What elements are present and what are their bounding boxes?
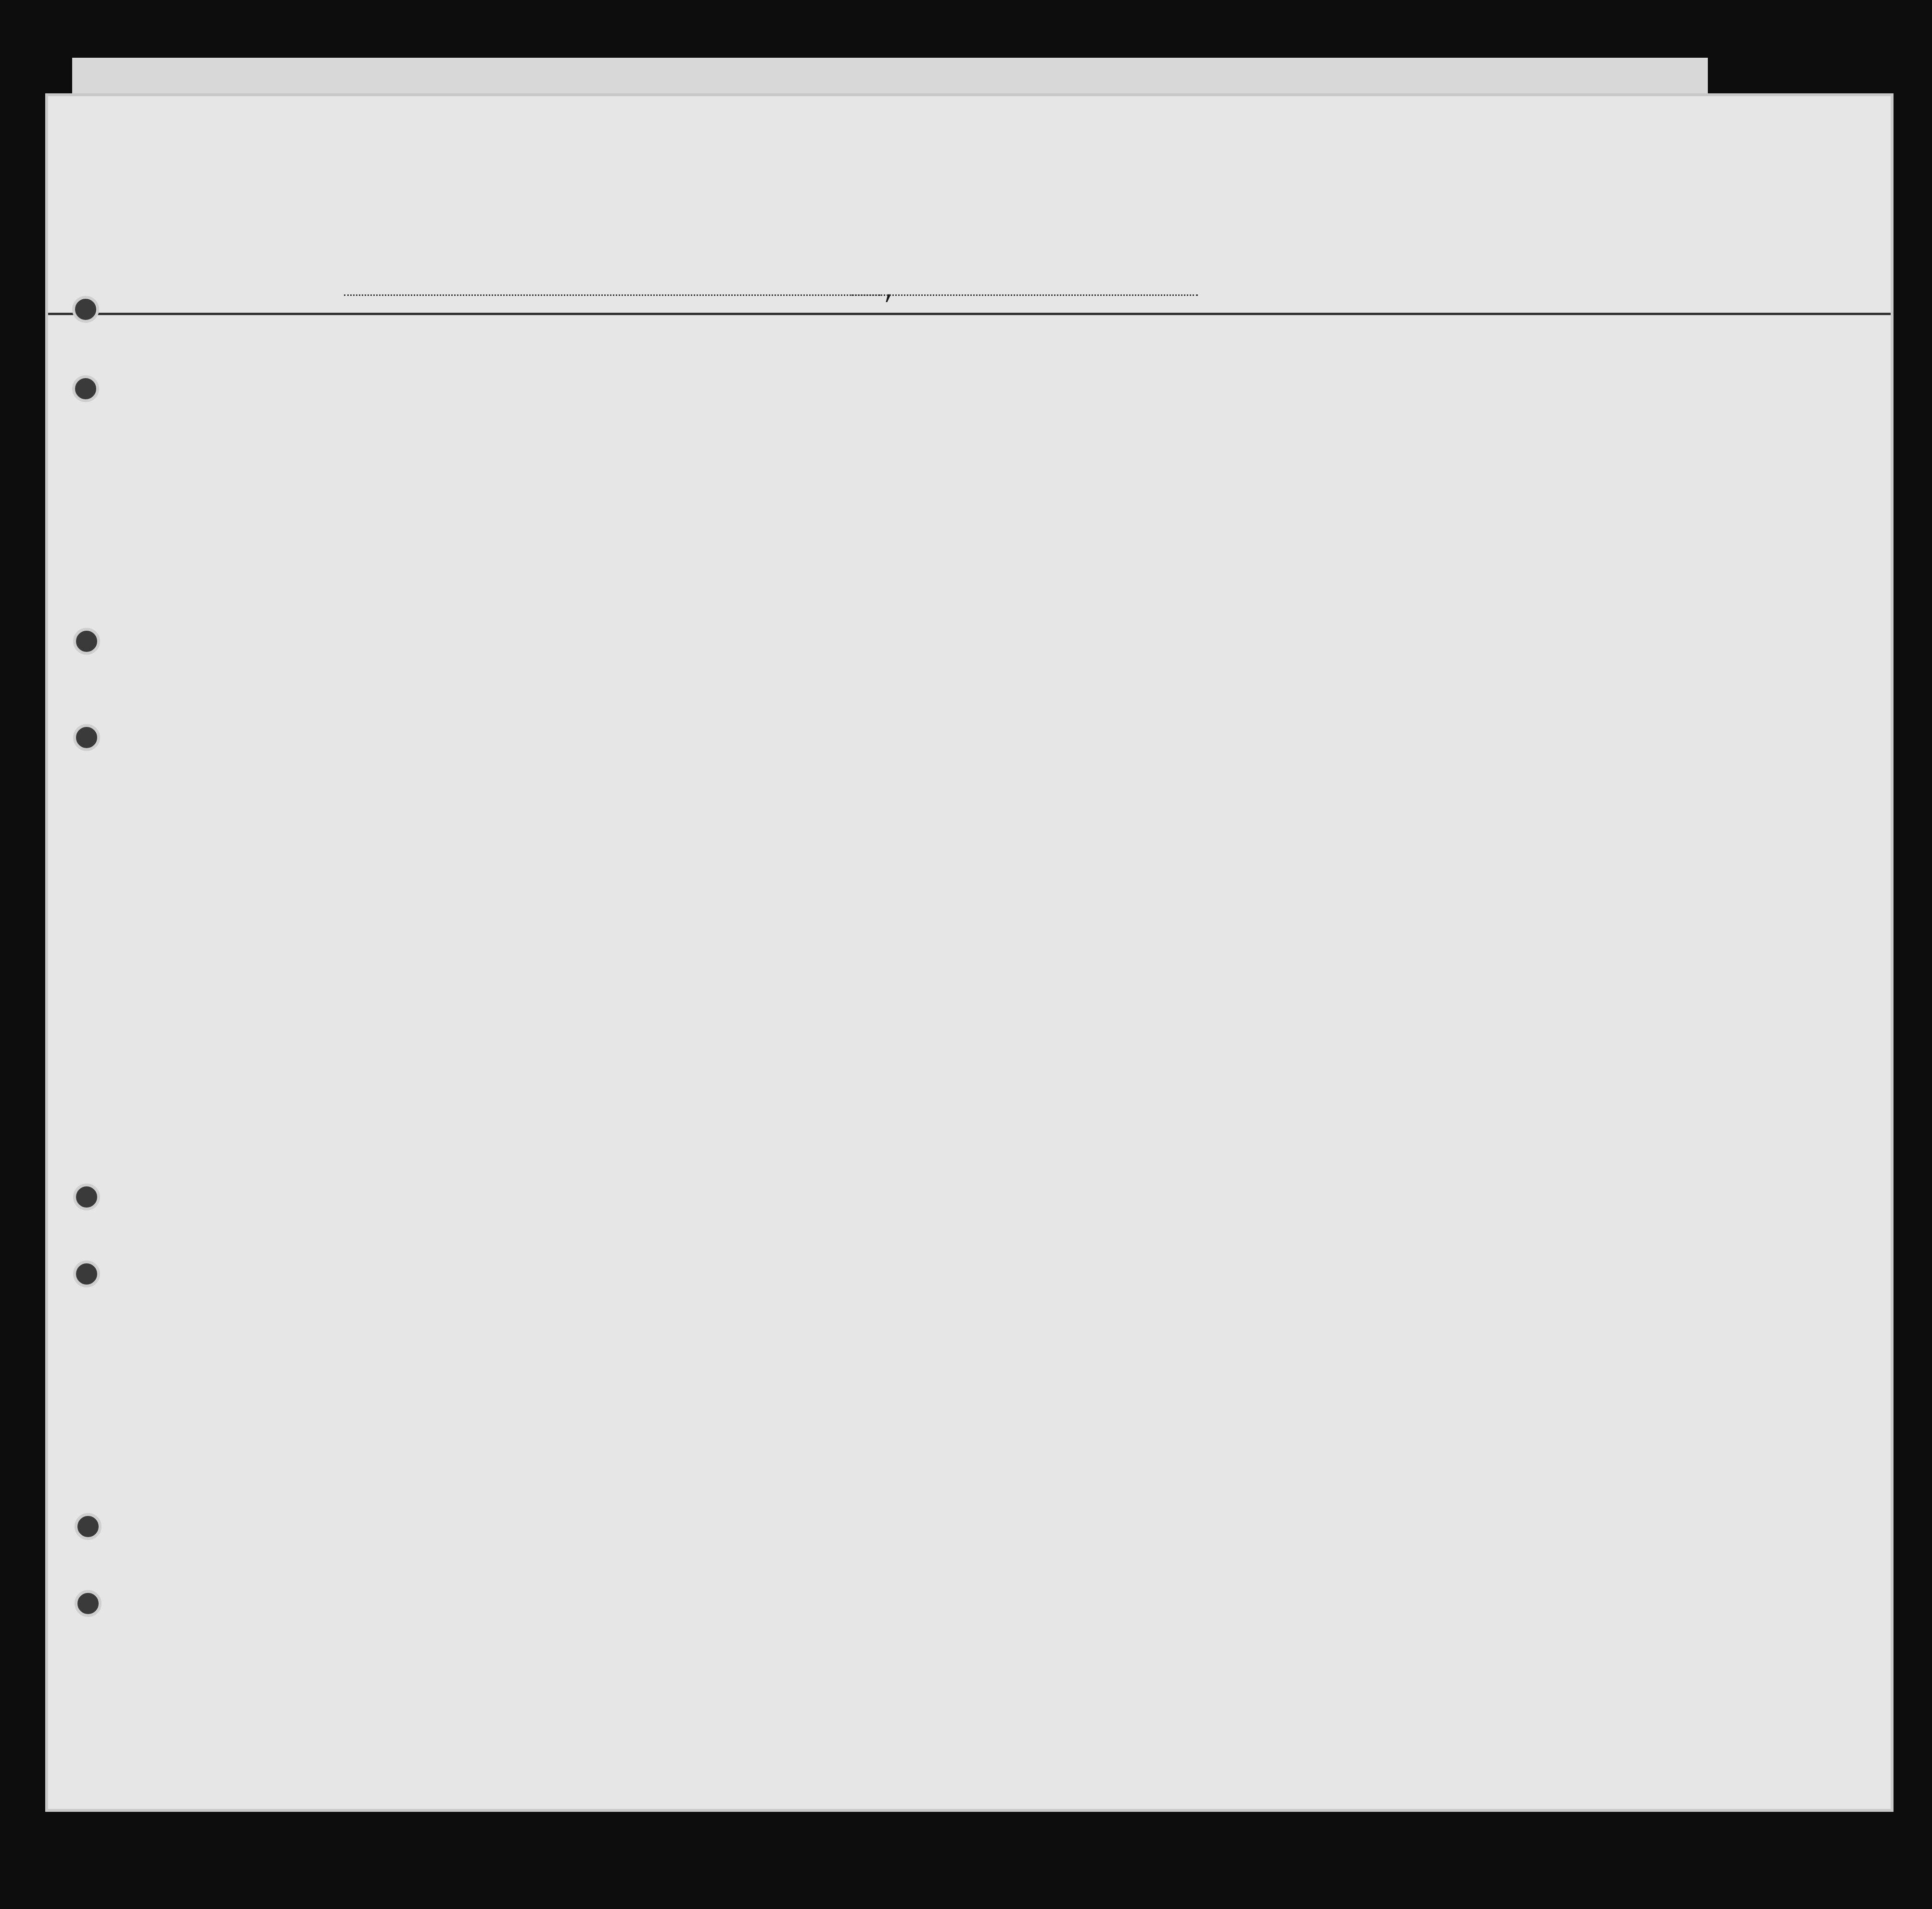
punch-hole — [73, 1260, 100, 1287]
punch-hole — [73, 628, 100, 655]
underlying-sheet-edge — [72, 58, 1708, 101]
comma: , — [883, 278, 898, 305]
punch-hole — [73, 724, 100, 751]
port-underline — [344, 294, 880, 296]
punch-hole — [75, 1590, 102, 1617]
manifest-sheet — [48, 96, 1891, 1809]
date-underline — [852, 294, 1198, 296]
punch-hole — [73, 1184, 100, 1210]
punch-hole — [72, 375, 99, 402]
header-rule — [48, 313, 1891, 315]
punch-hole — [72, 296, 99, 323]
punch-hole — [75, 1513, 102, 1540]
